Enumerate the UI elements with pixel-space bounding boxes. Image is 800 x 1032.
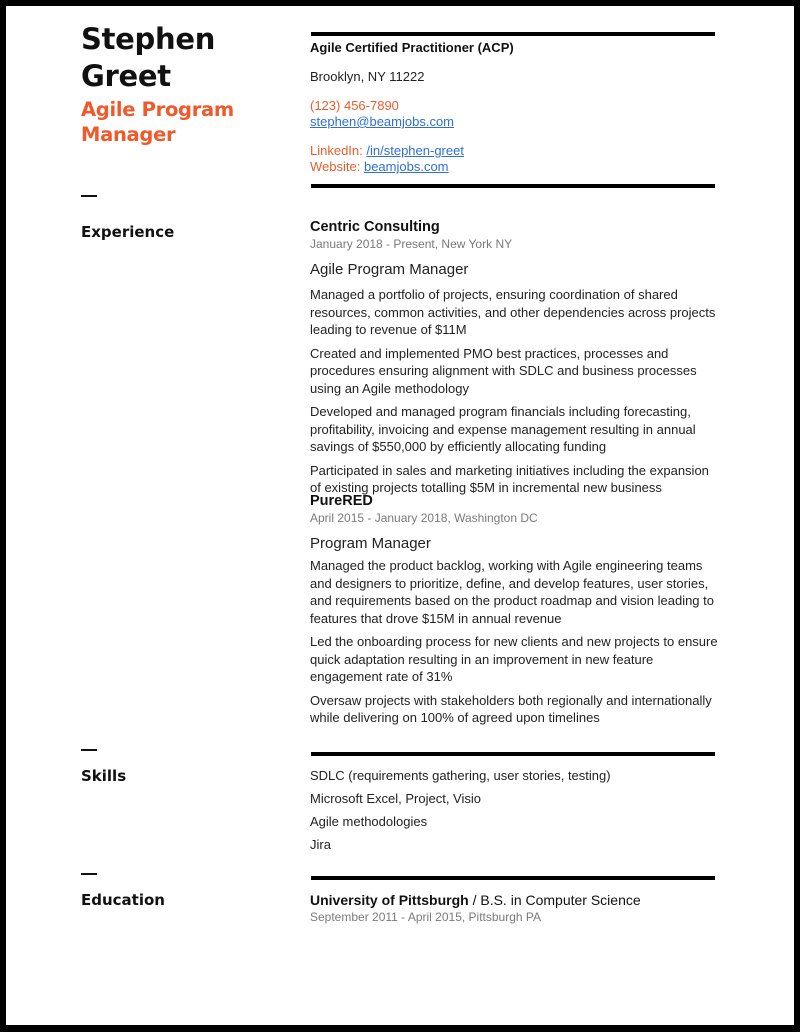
website-row	[310, 159, 720, 175]
linkedin-row	[310, 143, 720, 159]
achievement-item: Oversaw projects with stakeholders both regionally and internationally while delivering on 100% of agreed upon timelines	[310, 692, 712, 725]
skills-divider-dash	[81, 749, 97, 751]
degree-separator: /	[468, 892, 481, 908]
last-name: Greet	[81, 59, 171, 93]
location: Brooklyn, NY 11222	[310, 69, 425, 84]
skill-item: Agile methodologies	[310, 814, 428, 829]
school-name: University of Pittsburgh	[310, 892, 469, 908]
achievement-item: Managed a portfolio of projects, ensuring coordination of shared resources, common activities, and other dependencies across projects leading to revenue of $11M	[310, 287, 716, 337]
employment-dates: January 2018 - Present, New York NY	[310, 237, 513, 251]
skill-item: Jira	[310, 837, 331, 852]
job-title-line-2: Manager	[81, 123, 176, 146]
skills-list	[310, 764, 720, 856]
first-name: Stephen	[81, 22, 216, 56]
education-heading: Education	[81, 891, 165, 909]
experience-heading: Experience	[81, 223, 175, 241]
experience-entry-2	[310, 492, 720, 727]
achievement-item: Managed the product backlog, working with Agile engineering teams and designers to prioritize, define, and develop features, user stories, and requirements based on the product roadmap and vision leading to features that drove $15M in annual revenue	[310, 558, 714, 626]
skill-item: Microsoft Excel, Project, Visio	[310, 791, 481, 806]
achievement-list	[310, 557, 720, 727]
education-degree-line	[310, 891, 720, 909]
role-title: Agile Program Manager	[310, 261, 469, 278]
linkedin-label: LinkedIn:	[310, 143, 363, 158]
achievement-item: Led the onboarding process for new clients and new projects to ensure quick adaptation resulting in an improvement in new feature engagement rate of 31%	[310, 634, 718, 684]
achievement-item: Developed and managed program financials including forecasting, profitability, invoicing and expense management resulting in annual savings of $550,000 by efficiently allocating funding	[310, 404, 696, 454]
company-name: Centric Consulting	[310, 219, 440, 235]
resume-page	[6, 6, 794, 1025]
skills-heading: Skills	[81, 767, 127, 785]
education-rule	[311, 876, 715, 880]
skills-rule	[311, 752, 715, 756]
job-title	[81, 97, 234, 147]
skill-item: SDLC (requirements gathering, user stories, testing)	[310, 768, 611, 783]
experience-entry-1	[310, 218, 720, 497]
candidate-name	[81, 21, 215, 95]
degree-name: B.S. in Computer Science	[480, 892, 641, 908]
phone: (123) 456-7890	[310, 98, 399, 113]
website-link[interactable]: beamjobs.com	[363, 159, 449, 174]
job-title-line-1: Agile Program	[81, 98, 234, 121]
certification: Agile Certified Practitioner (ACP)	[310, 40, 514, 55]
header-top-rule	[311, 32, 715, 36]
achievement-item: Created and implemented PMO best practices, processes and procedures ensuring alignment with SDLC and business processes using an Agile methodology	[310, 345, 697, 396]
achievement-list	[310, 286, 720, 497]
achievement-item: Participated in sales and marketing initiatives including the expansion of existing projects totalling $5M in incremental new business	[310, 462, 709, 495]
education-dates: September 2011 - April 2015, Pittsburgh PA	[310, 910, 542, 924]
company-name: PureRED	[310, 493, 373, 509]
header-bottom-rule	[311, 184, 715, 188]
education-divider-dash	[81, 873, 97, 875]
employment-dates: April 2015 - January 2018, Washington DC	[310, 511, 538, 525]
education-entry	[310, 891, 720, 925]
role-title: Program Manager	[310, 535, 431, 552]
email-link[interactable]: stephen@beamjobs.com	[310, 114, 454, 129]
website-label: Website:	[310, 159, 361, 174]
linkedin-link[interactable]: /in/stephen-greet	[366, 143, 464, 158]
experience-divider-dash	[81, 195, 97, 197]
contact-block	[310, 40, 720, 175]
